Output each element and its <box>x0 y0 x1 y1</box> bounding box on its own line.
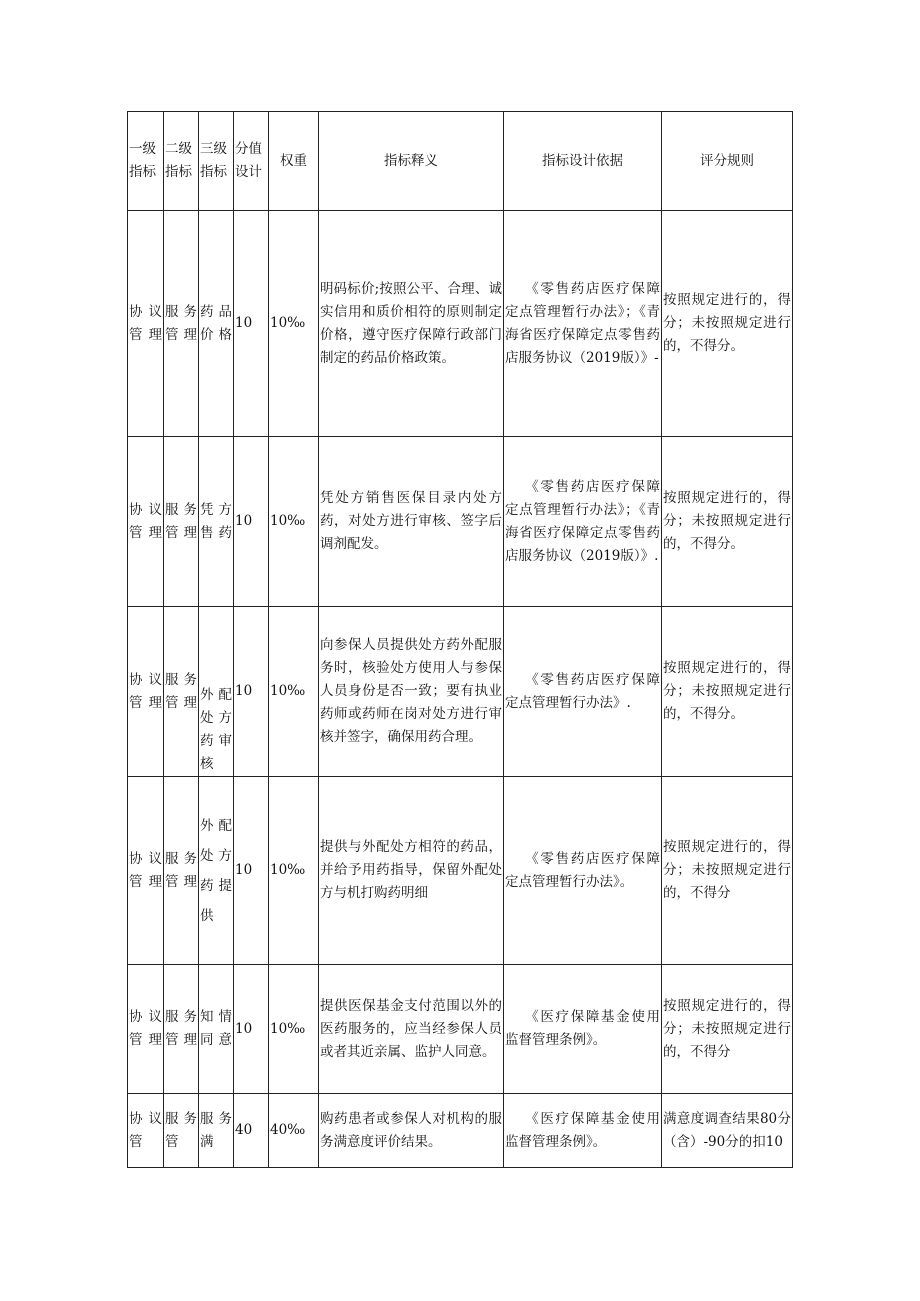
cell-level2: 服务管理 <box>164 211 199 437</box>
cell-level3: 服务满 <box>199 1094 234 1168</box>
cell-weight: 10‰ <box>269 777 319 965</box>
cell-rule: 按照规定进行的，得分；未按照规定进行的，不得分。 <box>662 437 793 607</box>
document-page <box>127 111 793 1168</box>
cell-basis: 《零售药店医疗保障定点管理暂行办法》。 <box>504 777 662 965</box>
cell-weight: 10‰ <box>269 965 319 1094</box>
cell-definition: 购药患者或参保人对机构的服务满意度评价结果。 <box>319 1094 504 1168</box>
cell-rule: 按照规定进行的，得分；未按照规定进行的，不得分。 <box>662 607 793 777</box>
cell-level3: 外配处方药提供 <box>199 777 234 965</box>
cell-level1: 协议管理 <box>128 777 164 965</box>
cell-level2: 服务管理 <box>164 607 199 777</box>
header-weight: 权重 <box>269 112 319 211</box>
table-row <box>128 777 793 965</box>
cell-basis: 《医疗保障基金使用监督管理条例》。 <box>504 1094 662 1168</box>
cell-score: 10 <box>234 777 269 965</box>
cell-basis: 《零售药店医疗保障定点管理暂行办法》. <box>504 607 662 777</box>
evaluation-table <box>127 111 793 1168</box>
cell-basis: 《零售药店医疗保障定点管理暂行办法》；《青海省医疗保障定点零售药店服务协议（2019版）》. <box>504 437 662 607</box>
header-level2: 二级指标 <box>164 112 199 211</box>
cell-level2: 服务管 <box>164 1094 199 1168</box>
cell-level1: 协议管理 <box>128 965 164 1094</box>
header-score: 分值设计 <box>234 112 269 211</box>
table-row <box>128 607 793 777</box>
cell-level3: 知情同意 <box>199 965 234 1094</box>
cell-level2: 服务管理 <box>164 965 199 1094</box>
header-definition: 指标释义 <box>319 112 504 211</box>
cell-definition: 提供医保基金支付范围以外的医药服务的，应当经参保人员或者其近亲属、监护人同意。 <box>319 965 504 1094</box>
cell-score: 40 <box>234 1094 269 1168</box>
header-basis: 指标设计依据 <box>504 112 662 211</box>
cell-level2: 服务管理 <box>164 777 199 965</box>
cell-weight: 10‰ <box>269 607 319 777</box>
cell-definition: 明码标价;按照公平、合理、诚实信用和质价相符的原则制定价格，遵守医疗保障行政部门制定的药品价格政策。 <box>319 211 504 437</box>
header-level3: 三级指标 <box>199 112 234 211</box>
cell-weight: 10‰ <box>269 211 319 437</box>
cell-basis: 《零售药店医疗保障定点管理暂行办法》；《青海省医疗保障定点零售药店服务协议（2019版）》- <box>504 211 662 437</box>
cell-level1: 协议管理 <box>128 211 164 437</box>
cell-basis: 《医疗保障基金使用监督管理条例》。 <box>504 965 662 1094</box>
cell-rule: 按照规定进行的，得分；未按照规定进行的，不得分 <box>662 777 793 965</box>
table-row <box>128 211 793 437</box>
cell-score: 10 <box>234 211 269 437</box>
cell-score: 10 <box>234 965 269 1094</box>
cell-rule: 满意度调查结果80分（含）-90分的扣10 <box>662 1094 793 1168</box>
cell-score: 10 <box>234 437 269 607</box>
cell-level2: 服务管理 <box>164 437 199 607</box>
cell-definition: 向参保人员提供处方药外配服务时，核验处方使用人与参保人员身份是否一致；要有执业药师或药师在岗对处方进行审核并签字，确保用药合理。 <box>319 607 504 777</box>
table-row <box>128 437 793 607</box>
cell-definition: 凭处方销售医保目录内处方药，对处方进行审核、签字后调剂配发。 <box>319 437 504 607</box>
cell-rule: 按照规定进行的，得分；未按照规定进行的，不得分 <box>662 965 793 1094</box>
cell-level3: 外配处方药审核 <box>199 607 234 777</box>
header-rule: 评分规则 <box>662 112 793 211</box>
cell-definition: 提供与外配处方相符的药品，并给予用药指导，保留外配处方与机打购药明细 <box>319 777 504 965</box>
cell-level3: 药品价格 <box>199 211 234 437</box>
cell-level1: 协议管理 <box>128 437 164 607</box>
cell-level1: 协议管理 <box>128 607 164 777</box>
table-row <box>128 965 793 1094</box>
header-row <box>128 112 793 211</box>
cell-rule: 按照规定进行的，得分；未按照规定进行的，不得分。 <box>662 211 793 437</box>
header-level1: 一级指标 <box>128 112 164 211</box>
table-row <box>128 1094 793 1168</box>
cell-weight: 40‰ <box>269 1094 319 1168</box>
cell-score: 10 <box>234 607 269 777</box>
cell-level3: 凭方售药 <box>199 437 234 607</box>
cell-weight: 10‰ <box>269 437 319 607</box>
cell-level1: 协议管 <box>128 1094 164 1168</box>
